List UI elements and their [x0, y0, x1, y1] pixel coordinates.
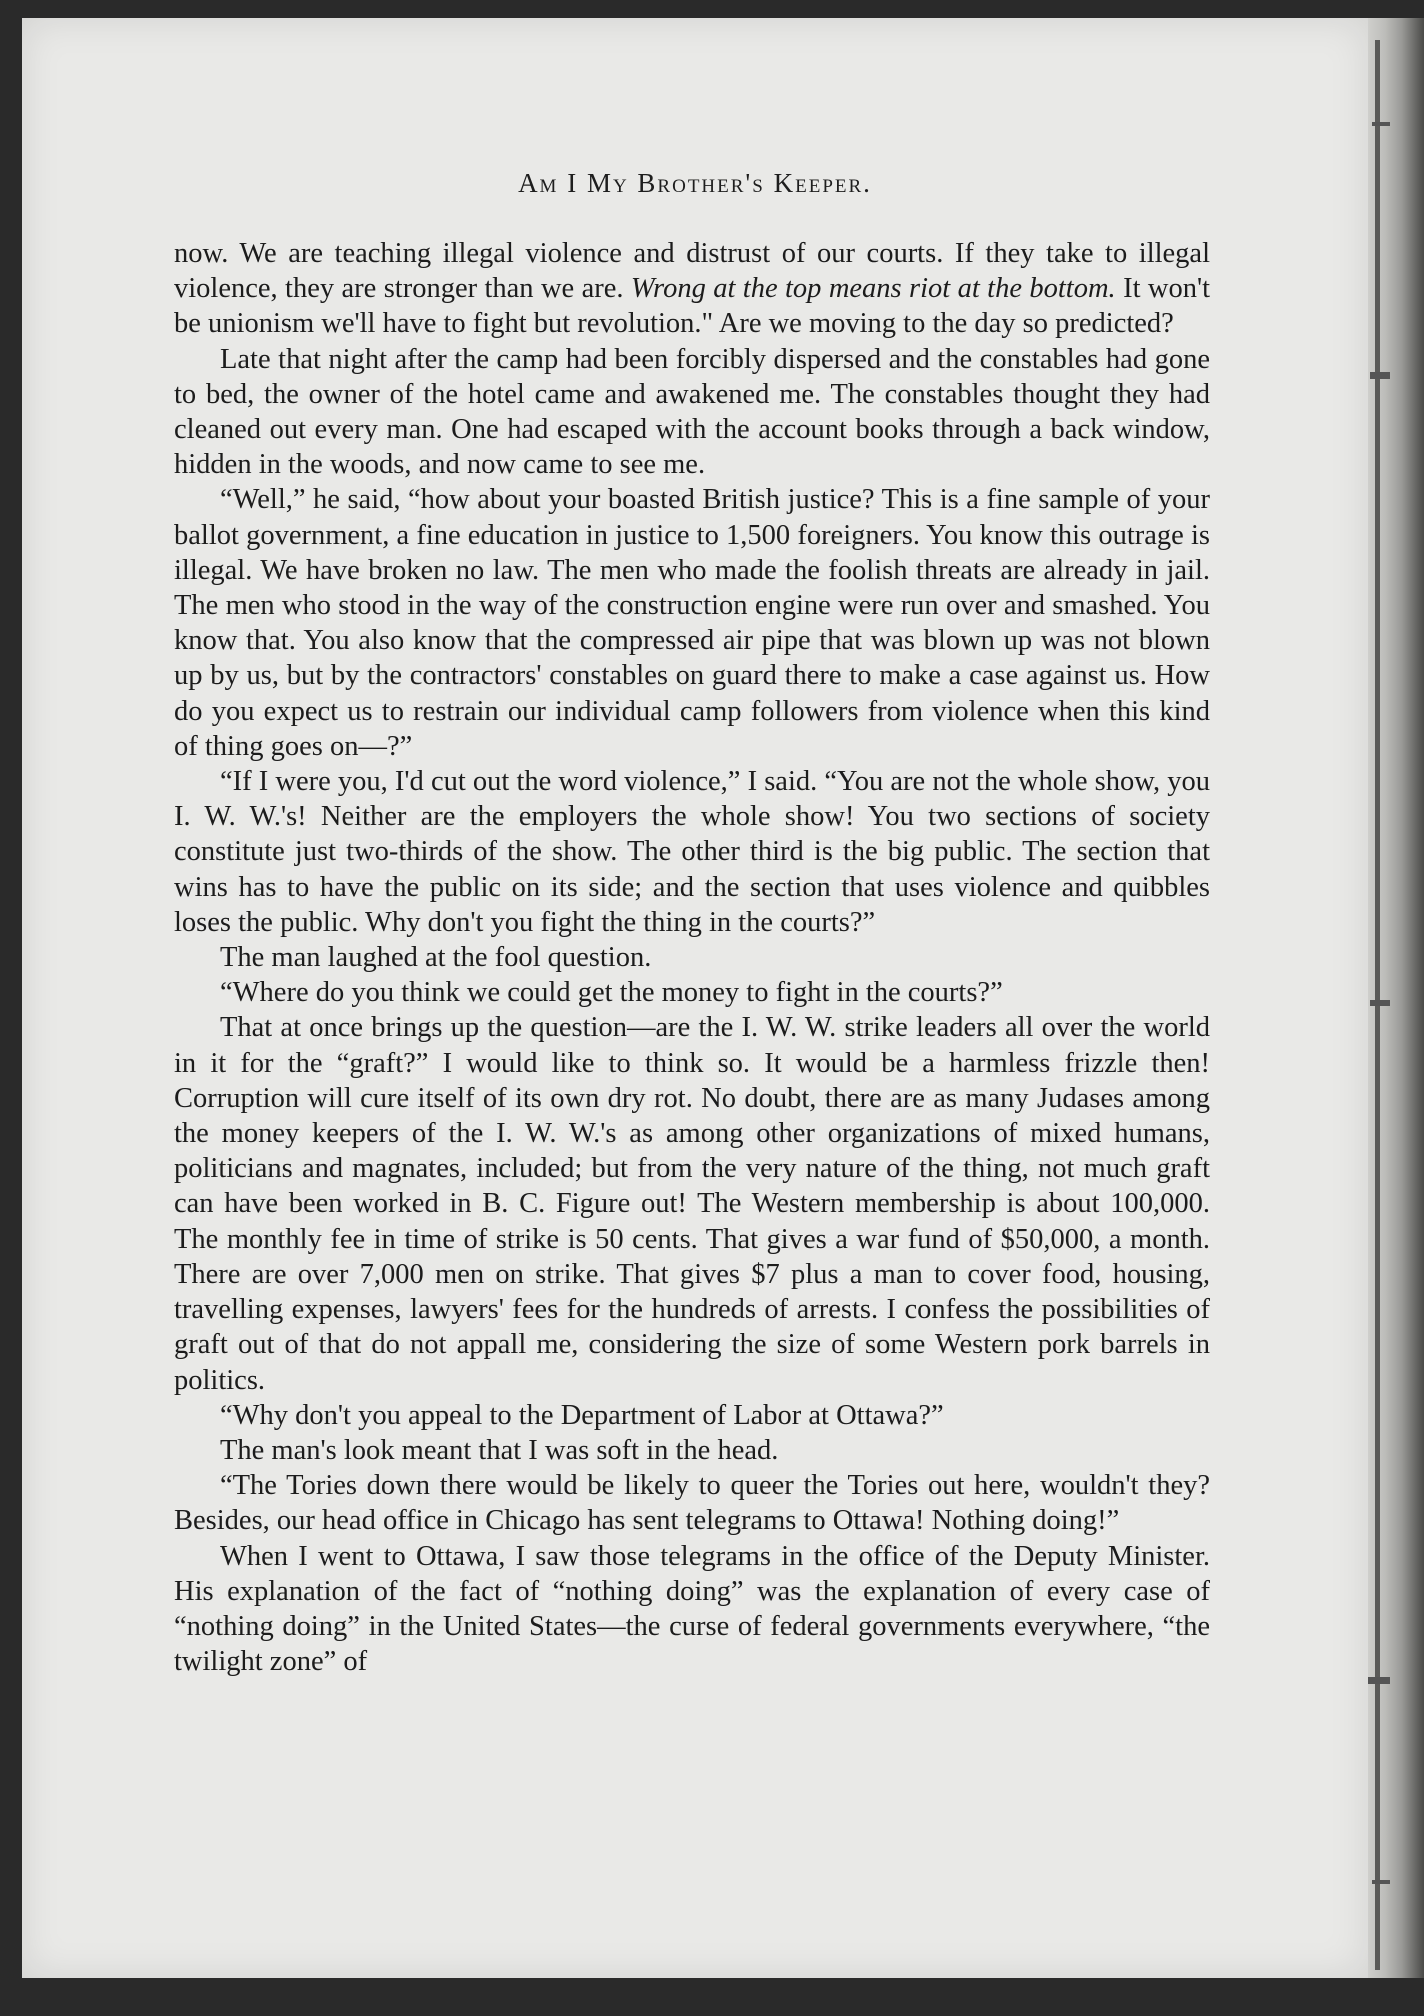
paragraph-11: When I went to Ottawa, I saw those telegrams in the office of the Deputy Minister. His explanation of the fact of “nothing doing” was the explanation of every case of “nothing doing” in the United States—the curse of federal governments everywhere, “the twilight zone” of [174, 1540, 1210, 1678]
book-page [22, 18, 1368, 1978]
paragraph-3: “Well,” he said, “how about your boasted British justice? This is a fine sample of your ballot government, a fine education in justice to 1,500 foreigners. You know this outrage is illegal. We have broken no law. The men who made the foolish threats are already in jail. The men who stood in the way of the construction engine were run over and smashed. You know that. You also know that the compressed air pipe that was blown up was not blown up by us, but by the contractors' constables on guard there to make a case against us. How do you expect us to restrain our individual camp followers from violence when this kind of thing goes on—?” [174, 484, 1210, 762]
paragraph-8: “Why don't you appeal to the Department of Labor at Ottawa?” [220, 1399, 944, 1431]
paragraph-1-emphasis: Wrong at the top means riot at the bottom. [630, 273, 1116, 305]
paragraph-7: That at once brings up the question—are the I. W. W. strike leaders all over the world in it for the “graft?” I would like to think so. It would be a harmless frizzle then! Corruption will cure itself of its own dry rot. No doubt, there are as many Judases among the money keepers of the I. W. W.'s as among other organizations of mixed humans, politicians and magnates, included; but from the very nature of the thing, not much graft can have been worked in B. C. Figure out! The Western membership is about 100,000. The monthly fee in time of strike is 50 cents. That gives a war fund of $50,000, a month. There are over 7,000 men on strike. That gives $7 plus a man to cover food, housing, travelling expenses, lawyers' fees for the hundreds of arrests. I confess the possibilities of graft out of that do not appall me, considering the size of some Western pork barrels in politics. [174, 1012, 1210, 1396]
paragraph-6: “Where do you think we could get the money to fight in the courts?” [220, 977, 1003, 1009]
paragraph-1-text-b: It won't be unionism we'll have to fight but revolution." Are we moving to the day so predicted? [174, 273, 1211, 340]
paragraph-9: The man's look meant that I was soft in the head. [220, 1434, 779, 1466]
paragraph-5: The man laughed at the fool question. [220, 942, 652, 974]
paragraph-1-text-a: now. We are teaching illegal violence and distrust of our courts. If they take to illegal violence, they are stronger than we are. [174, 238, 1210, 305]
paragraph-1 [174, 236, 1210, 342]
binding-mark [1370, 372, 1390, 379]
binding-mark [1372, 122, 1390, 126]
running-header: Am I My Brother's Keeper. [518, 168, 872, 198]
binding-mark [1370, 1000, 1390, 1006]
paragraph-4: “If I were you, I'd cut out the word violence,” I said. “You are not the whole show, you I. W. W.'s! Neither are the employers the whole show! You two sections of society constitute just two-thirds of the show. The other third is the big public. The section that wins has to have the public on its side; and the section that uses violence and quibbles loses the public. Why don't you fight the thing in the courts?” [174, 766, 1210, 938]
paragraph-2: Late that night after the camp had been forcibly dispersed and the constables had gone to bed, the owner of the hotel came and awakened me. The constables thought they had cleaned out every man. One had escaped with the account books through a back window, hidden in the woods, and now came to see me. [174, 343, 1210, 481]
binding-mark [1372, 1880, 1390, 1884]
binding-mark [1368, 1677, 1390, 1684]
body-text [174, 236, 1210, 1679]
paragraph-10: “The Tories down there would be likely to queer the Tories out here, wouldn't they? Besides, our head office in Chicago has sent telegrams to Ottawa! Nothing doing!” [174, 1470, 1210, 1537]
